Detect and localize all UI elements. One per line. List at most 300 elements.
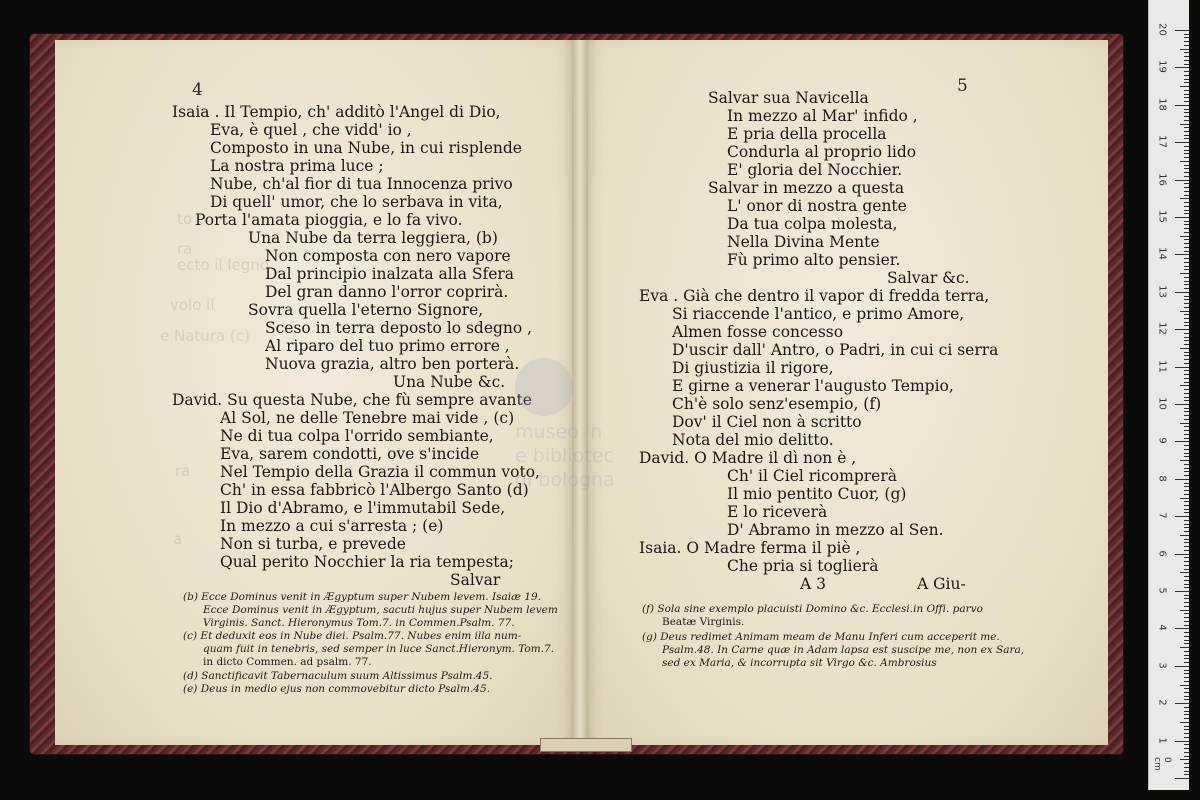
ruler-tick	[1184, 471, 1189, 472]
ruler-tick	[1184, 34, 1189, 35]
ruler-tick	[1184, 613, 1189, 614]
ruler-tick	[1184, 56, 1189, 57]
text-line: Ch' in essa fabbricò l'Albergo Santo (d)	[220, 481, 529, 499]
ruler-tick	[1175, 254, 1189, 255]
ruler-tick	[1184, 251, 1189, 252]
text-line: Ch'è solo senz'esempio, (f)	[672, 395, 882, 413]
ruler-tick	[1184, 729, 1189, 730]
signature-mark: A 3	[800, 575, 826, 593]
ruler-tick	[1184, 561, 1189, 562]
ruler-tick	[1184, 232, 1189, 233]
ruler-tick	[1184, 673, 1189, 674]
ruler-tick	[1184, 239, 1189, 240]
text-line: Una Nube da terra leggiera, (b)	[248, 229, 498, 247]
left-page	[55, 40, 578, 745]
ruler-tick	[1184, 344, 1189, 345]
ruler-tick	[1184, 419, 1189, 420]
ruler-tick	[1184, 587, 1189, 588]
text-line: Condurla al proprio lido	[727, 143, 917, 161]
ruler-tick	[1180, 685, 1189, 686]
measuring-ruler	[1148, 0, 1189, 790]
ruler-tick	[1184, 288, 1189, 289]
ruler-tick	[1184, 243, 1189, 244]
ruler-tick	[1184, 120, 1189, 121]
ruler-number: 18	[1156, 97, 1168, 111]
ruler-tick	[1184, 314, 1189, 315]
ruler-tick	[1184, 206, 1189, 207]
ruler-tick	[1184, 247, 1189, 248]
text-line: Nube, ch'al fior di tua Innocenza privo	[210, 175, 513, 193]
book-gutter	[572, 40, 588, 750]
footnote-line: (f) Sola sine exemplo placuisti Domino &c. Ecclesi.in Offi. parvo	[642, 603, 983, 615]
ruler-tick	[1184, 602, 1189, 603]
ruler-tick	[1184, 318, 1189, 319]
ruler-tick	[1175, 666, 1189, 667]
ruler-tick	[1184, 378, 1189, 379]
ruler-tick	[1184, 688, 1189, 689]
page-number: 4	[192, 80, 203, 100]
footnote-line: (g) Deus redimet Animam meam de Manu Inferi cum acceperit me.	[642, 631, 1000, 643]
text-line: Che pria si toglierà	[727, 557, 879, 575]
ruler-tick	[1184, 449, 1189, 450]
ruler-tick	[1184, 651, 1189, 652]
ruler-tick	[1184, 542, 1189, 543]
ruler-tick	[1175, 329, 1189, 330]
ruler-tick	[1184, 393, 1189, 394]
ruler-tick	[1180, 236, 1189, 237]
ruler-tick	[1184, 763, 1189, 764]
ruler-number: 14	[1156, 247, 1168, 261]
ruler-tick	[1184, 767, 1189, 768]
ruler-tick	[1184, 415, 1189, 416]
ruler-tick	[1180, 647, 1189, 648]
text-line: Dov' il Ciel non à scritto	[672, 413, 862, 431]
ruler-tick	[1180, 535, 1189, 536]
text-line: Al Sol, ne delle Tenebre mai vide , (c)	[220, 409, 515, 427]
ruler-tick	[1175, 67, 1189, 68]
ruler-number: 13	[1156, 284, 1168, 298]
ruler-tick	[1184, 337, 1189, 338]
ruler-tick	[1184, 569, 1189, 570]
text-line: L' onor di nostra gente	[727, 197, 907, 215]
ruler-tick	[1184, 64, 1189, 65]
text-line: Al riparo del tuo primo errore ,	[265, 337, 510, 355]
ruler-tick	[1184, 210, 1189, 211]
ruler-tick	[1175, 516, 1189, 517]
text-line: Da tua colpa molesta,	[727, 215, 898, 233]
ruler-tick	[1184, 258, 1189, 259]
ruler-tick	[1184, 494, 1189, 495]
ruler-tick	[1184, 733, 1189, 734]
ruler-tick	[1175, 367, 1189, 368]
ruler-tick	[1184, 187, 1189, 188]
ruler-tick	[1175, 180, 1189, 181]
ruler-tick	[1184, 539, 1189, 540]
ruler-tick	[1184, 79, 1189, 80]
ruler-tick	[1184, 707, 1189, 708]
ruler-tick	[1184, 112, 1189, 113]
ruler-tick	[1184, 655, 1189, 656]
ruler-tick	[1175, 628, 1189, 629]
ruler-tick	[1184, 692, 1189, 693]
ruler-number: 15	[1156, 210, 1168, 223]
ruler-tick	[1184, 726, 1189, 727]
ruler-tick	[1184, 744, 1189, 745]
ruler-tick	[1184, 382, 1189, 383]
text-line: Del gran danno l'orror coprirà.	[265, 283, 509, 301]
watermark-text-line: di bologna	[515, 469, 615, 491]
ruler-tick	[1184, 37, 1189, 38]
bleed-through-text: to	[177, 210, 193, 228]
ruler-tick	[1175, 142, 1189, 143]
text-line: Eva . Già che dentro il vapor di fredda terra,	[639, 287, 990, 305]
ruler-tick	[1184, 453, 1189, 454]
ruler-tick	[1175, 105, 1189, 106]
text-line: Di quell' umor, che lo serbava in vita,	[210, 193, 503, 211]
text-line: Si riaccende l'antico, e primo Amore,	[672, 305, 965, 323]
ruler-number: 2	[1156, 699, 1168, 706]
ruler-number: 20	[1156, 23, 1168, 36]
ruler-tick	[1184, 277, 1189, 278]
ruler-tick	[1184, 636, 1189, 637]
ruler-tick	[1184, 598, 1189, 599]
ruler-tick	[1184, 359, 1189, 360]
bleed-through-text: ra	[177, 240, 193, 258]
ruler-tick	[1184, 550, 1189, 551]
footnote-line: Psalm.48. In Carne quæ in Adam lapsa est suscipe me, non ex Sara,	[662, 644, 1025, 656]
ruler-tick	[1184, 584, 1189, 585]
ruler-tick	[1184, 303, 1189, 304]
ruler-tick	[1184, 748, 1189, 749]
text-line: Il mio pentito Cuor, (g)	[727, 485, 907, 503]
ruler-tick	[1184, 41, 1189, 42]
ruler-tick	[1175, 778, 1189, 779]
ruler-tick	[1184, 109, 1189, 110]
text-line: Eva, è quel , che vidd' io ,	[210, 121, 412, 139]
footnote-line: Beatæ Virginis.	[662, 616, 745, 628]
text-line: Nella Divina Mente	[727, 233, 880, 251]
ruler-tick	[1184, 662, 1189, 663]
ruler-tick	[1180, 572, 1189, 573]
ruler-tick	[1184, 340, 1189, 341]
ruler-tick	[1184, 370, 1189, 371]
ruler-tick	[1184, 146, 1189, 147]
ruler-tick	[1184, 75, 1189, 76]
text-line: Ne di tua colpa l'orrido sembiante,	[220, 427, 494, 445]
ruler-tick	[1184, 438, 1189, 439]
ruler-tick	[1184, 714, 1189, 715]
ruler-tick	[1184, 172, 1189, 173]
ruler-tick	[1184, 576, 1189, 577]
ruler-tick	[1184, 696, 1189, 697]
ruler-tick	[1184, 176, 1189, 177]
ruler-tick	[1175, 404, 1189, 405]
text-line: Il Dio d'Abramo, e l'immutabil Sede,	[220, 499, 506, 517]
ruler-tick	[1184, 711, 1189, 712]
ruler-tick	[1184, 322, 1189, 323]
ruler-tick	[1184, 195, 1189, 196]
ruler-tick	[1184, 557, 1189, 558]
text-line: Isaia. O Madre ferma il piè ,	[639, 539, 861, 557]
ruler-tick	[1184, 389, 1189, 390]
ruler-tick	[1184, 363, 1189, 364]
footnote-line: (c) Et deduxit eos in Nube diei. Psalm.77. Nubes enim illa num-	[183, 630, 522, 642]
text-line: Di giustizia il rigore,	[672, 359, 834, 377]
ruler-tick	[1184, 191, 1189, 192]
text-line: Almen fosse concesso	[672, 323, 844, 341]
text-line: Isaia . Il Tempio, ch' additò l'Angel di Dio,	[172, 103, 501, 121]
ruler-tick	[1184, 266, 1189, 267]
ruler-tick	[1180, 385, 1189, 386]
ruler-tick	[1184, 408, 1189, 409]
ruler-tick	[1180, 273, 1189, 274]
ruler-tick	[1175, 441, 1189, 442]
catchword: A Giu-	[917, 575, 966, 593]
ruler-tick	[1184, 456, 1189, 457]
ruler-tick	[1184, 430, 1189, 431]
ruler-tick	[1184, 505, 1189, 506]
text-line: Sceso in terra deposto lo sdegno ,	[265, 319, 533, 337]
ruler-tick	[1184, 699, 1189, 700]
ruler-tick	[1184, 640, 1189, 641]
catchword: Salvar	[450, 571, 501, 589]
text-line: Sovra quella l'eterno Signore,	[248, 301, 484, 319]
text-line: Dal principio inalzata alla Sfera	[265, 265, 515, 283]
ruler-tick	[1184, 677, 1189, 678]
ruler-tick	[1180, 198, 1189, 199]
ruler-number: 6	[1156, 549, 1168, 557]
text-line: Porta l'amata pioggia, e lo fa vivo.	[195, 211, 463, 229]
ruler-tick	[1180, 348, 1189, 349]
ruler-tick	[1184, 606, 1189, 607]
ruler-tick	[1184, 756, 1189, 757]
ruler-tick	[1184, 527, 1189, 528]
bleed-through-text: ra	[175, 462, 191, 480]
ruler-number: 17	[1156, 135, 1168, 149]
ruler-tick	[1184, 374, 1189, 375]
text-line: David. O Madre il dì non è ,	[639, 449, 857, 467]
ruler-tick	[1184, 737, 1189, 738]
ruler-tick	[1184, 224, 1189, 225]
ruler-number: 8	[1156, 475, 1168, 482]
text-line: E pria della procella	[727, 125, 887, 143]
ruler-tick	[1184, 490, 1189, 491]
ruler-tick	[1180, 124, 1189, 125]
watermark-text-line: e bibliotec	[515, 445, 614, 467]
ruler-tick	[1184, 595, 1189, 596]
ruler-tick	[1184, 774, 1189, 775]
text-line: Nota del mio delitto.	[672, 431, 834, 449]
footnote-line: (d) Sanctificavit Tabernaculum suum Altissimus Psalm.45.	[183, 670, 493, 682]
ruler-tick	[1184, 411, 1189, 412]
ruler-number: 19	[1156, 60, 1168, 74]
ruler-tick	[1184, 307, 1189, 308]
ruler-tick	[1184, 397, 1189, 398]
ruler-tick	[1184, 221, 1189, 222]
text-line: Una Nube &c.	[393, 373, 506, 391]
ruler-tick	[1175, 554, 1189, 555]
text-line: Qual perito Nocchier la ria tempesta;	[220, 553, 514, 571]
ruler-tick	[1175, 479, 1189, 480]
text-line: Eva, sarem condotti, ove s'incide	[220, 445, 480, 463]
ruler-tick	[1184, 681, 1189, 682]
text-line: E lo riceverà	[727, 503, 828, 521]
text-line: Salvar &c.	[887, 269, 970, 287]
ruler-tick	[1184, 153, 1189, 154]
ruler-tick	[1184, 325, 1189, 326]
watermark-text-line: museo in	[515, 421, 603, 443]
text-line: Non si turba, e prevede	[220, 535, 406, 553]
ruler-tick	[1180, 722, 1189, 723]
text-line: Salvar in mezzo a questa	[708, 179, 905, 197]
text-line: D'uscir dall' Antro, o Padri, in cui ci serra	[672, 341, 999, 359]
bleed-through-text: ecto il legno	[177, 256, 270, 274]
text-line: Nel Tempio della Grazia il commun voto,	[220, 463, 540, 481]
ruler-tick	[1184, 333, 1189, 334]
ruler-number: 5	[1156, 587, 1168, 594]
ruler-tick	[1184, 670, 1189, 671]
ruler-tick	[1184, 625, 1189, 626]
ruler-tick	[1184, 509, 1189, 510]
ruler-unit-label: 0 cm	[1152, 757, 1172, 771]
footnote-line: quam fuit in tenebris, sed semper in luce Sanct.Hieronym. Tom.7.	[203, 643, 555, 655]
ruler-number: 3	[1156, 662, 1168, 669]
ruler-tick	[1184, 520, 1189, 521]
text-line: Composto in una Nube, in cui risplende	[210, 139, 522, 157]
ruler-tick	[1184, 643, 1189, 644]
ruler-tick	[1184, 512, 1189, 513]
ruler-tick	[1184, 157, 1189, 158]
ruler-number: 9	[1156, 437, 1168, 445]
page-number: 5	[957, 76, 968, 96]
ruler-tick	[1184, 94, 1189, 95]
text-line: Nuova grazia, altro ben porterà.	[265, 355, 520, 373]
ruler-tick	[1175, 30, 1189, 31]
ruler-tick	[1175, 292, 1189, 293]
ruler-tick	[1184, 168, 1189, 169]
ruler-tick	[1184, 135, 1189, 136]
ruler-tick	[1184, 434, 1189, 435]
ruler-tick	[1180, 498, 1189, 499]
text-line: E girne a venerar l'augusto Tempio,	[672, 377, 954, 395]
footnote-line: (b) Ecce Dominus venit in Ægyptum super Nubem levem. Isaiæ 19.	[183, 591, 542, 603]
ruler-tick	[1184, 468, 1189, 469]
footnote-line: (e) Deus in medio ejus non commovebitur dicto Psalm.45.	[183, 683, 490, 695]
ruler-tick	[1184, 352, 1189, 353]
ruler-number: 16	[1156, 172, 1168, 186]
footnote-line: Ecce Dominus venit in Ægyptum, sacuti hujus super Nubem levem	[203, 604, 558, 616]
ruler-tick	[1184, 524, 1189, 525]
ruler-tick	[1184, 617, 1189, 618]
text-line: In mezzo al Mar' infido ,	[727, 107, 918, 125]
ruler-number: 4	[1156, 624, 1168, 632]
ruler-tick	[1180, 161, 1189, 162]
ruler-tick	[1180, 460, 1189, 461]
footnote-line: in dicto Commen. ad psalm. 77.	[203, 656, 372, 668]
ruler-tick	[1184, 445, 1189, 446]
ruler-tick	[1180, 423, 1189, 424]
ruler-tick	[1180, 49, 1189, 50]
text-line: La nostra prima luce ;	[210, 157, 384, 175]
ruler-tick	[1184, 269, 1189, 270]
text-line: Fù primo alto pensier.	[727, 251, 901, 269]
text-line: Ch' il Ciel ricomprerà	[727, 467, 897, 485]
ruler-tick	[1184, 464, 1189, 465]
ruler-tick	[1184, 475, 1189, 476]
ruler-tick	[1184, 426, 1189, 427]
ruler-tick	[1184, 565, 1189, 566]
ruler-tick	[1184, 90, 1189, 91]
ruler-tick	[1184, 127, 1189, 128]
ruler-number: 1	[1156, 736, 1168, 744]
ruler-tick	[1184, 658, 1189, 659]
ruler-tick	[1175, 591, 1189, 592]
ruler-tick	[1184, 202, 1189, 203]
ruler-tick	[1184, 355, 1189, 356]
right-page	[582, 40, 1108, 745]
ruler-tick	[1184, 101, 1189, 102]
ruler-tick	[1184, 150, 1189, 151]
ruler-tick	[1175, 741, 1189, 742]
ruler-tick	[1180, 311, 1189, 312]
text-line: In mezzo a cui s'arresta ; (e)	[220, 517, 444, 535]
ruler-tick	[1184, 52, 1189, 53]
ruler-tick	[1184, 131, 1189, 132]
ruler-tick	[1184, 486, 1189, 487]
ruler-tick	[1184, 771, 1189, 772]
ruler-tick	[1184, 580, 1189, 581]
text-line: D' Abramo in mezzo al Sen.	[727, 521, 944, 539]
ruler-tick	[1184, 621, 1189, 622]
text-line: Non composta con nero vapore	[265, 247, 511, 265]
ruler-tick	[1184, 296, 1189, 297]
text-line: Salvar sua Navicella	[708, 89, 869, 107]
ruler-tick	[1184, 501, 1189, 502]
ruler-number: 11	[1156, 359, 1168, 373]
spine-tail	[540, 738, 632, 752]
ruler-tick	[1184, 281, 1189, 282]
ruler-tick	[1184, 284, 1189, 285]
ruler-tick	[1184, 400, 1189, 401]
ruler-tick	[1184, 483, 1189, 484]
bleed-through-text: a	[173, 530, 183, 548]
ruler-number: 12	[1156, 322, 1168, 336]
ruler-tick	[1184, 138, 1189, 139]
ruler-tick	[1180, 759, 1189, 760]
watermark-logo-icon	[515, 358, 573, 416]
ruler-tick	[1184, 262, 1189, 263]
ruler-tick	[1184, 531, 1189, 532]
footnote-line: sed ex Maria, & incorrupta sit Virgo &c. Ambrosius	[662, 657, 937, 669]
ruler-tick	[1175, 217, 1189, 218]
text-line: David. Su questa Nube, che fù sempre avante	[172, 391, 532, 409]
bleed-through-text: e Natura (c)	[160, 327, 250, 345]
ruler-tick	[1184, 718, 1189, 719]
ruler-tick	[1184, 752, 1189, 753]
ruler-tick	[1180, 86, 1189, 87]
text-line: E' gloria del Nocchier.	[727, 161, 903, 179]
ruler-number: 7	[1156, 512, 1168, 519]
library-watermark	[515, 420, 695, 492]
ruler-tick	[1184, 116, 1189, 117]
ruler-tick	[1184, 165, 1189, 166]
ruler-tick	[1184, 45, 1189, 46]
ruler-tick	[1184, 183, 1189, 184]
ruler-tick	[1184, 213, 1189, 214]
ruler-number: 10	[1156, 397, 1168, 410]
ruler-tick	[1180, 610, 1189, 611]
ruler-tick	[1184, 632, 1189, 633]
